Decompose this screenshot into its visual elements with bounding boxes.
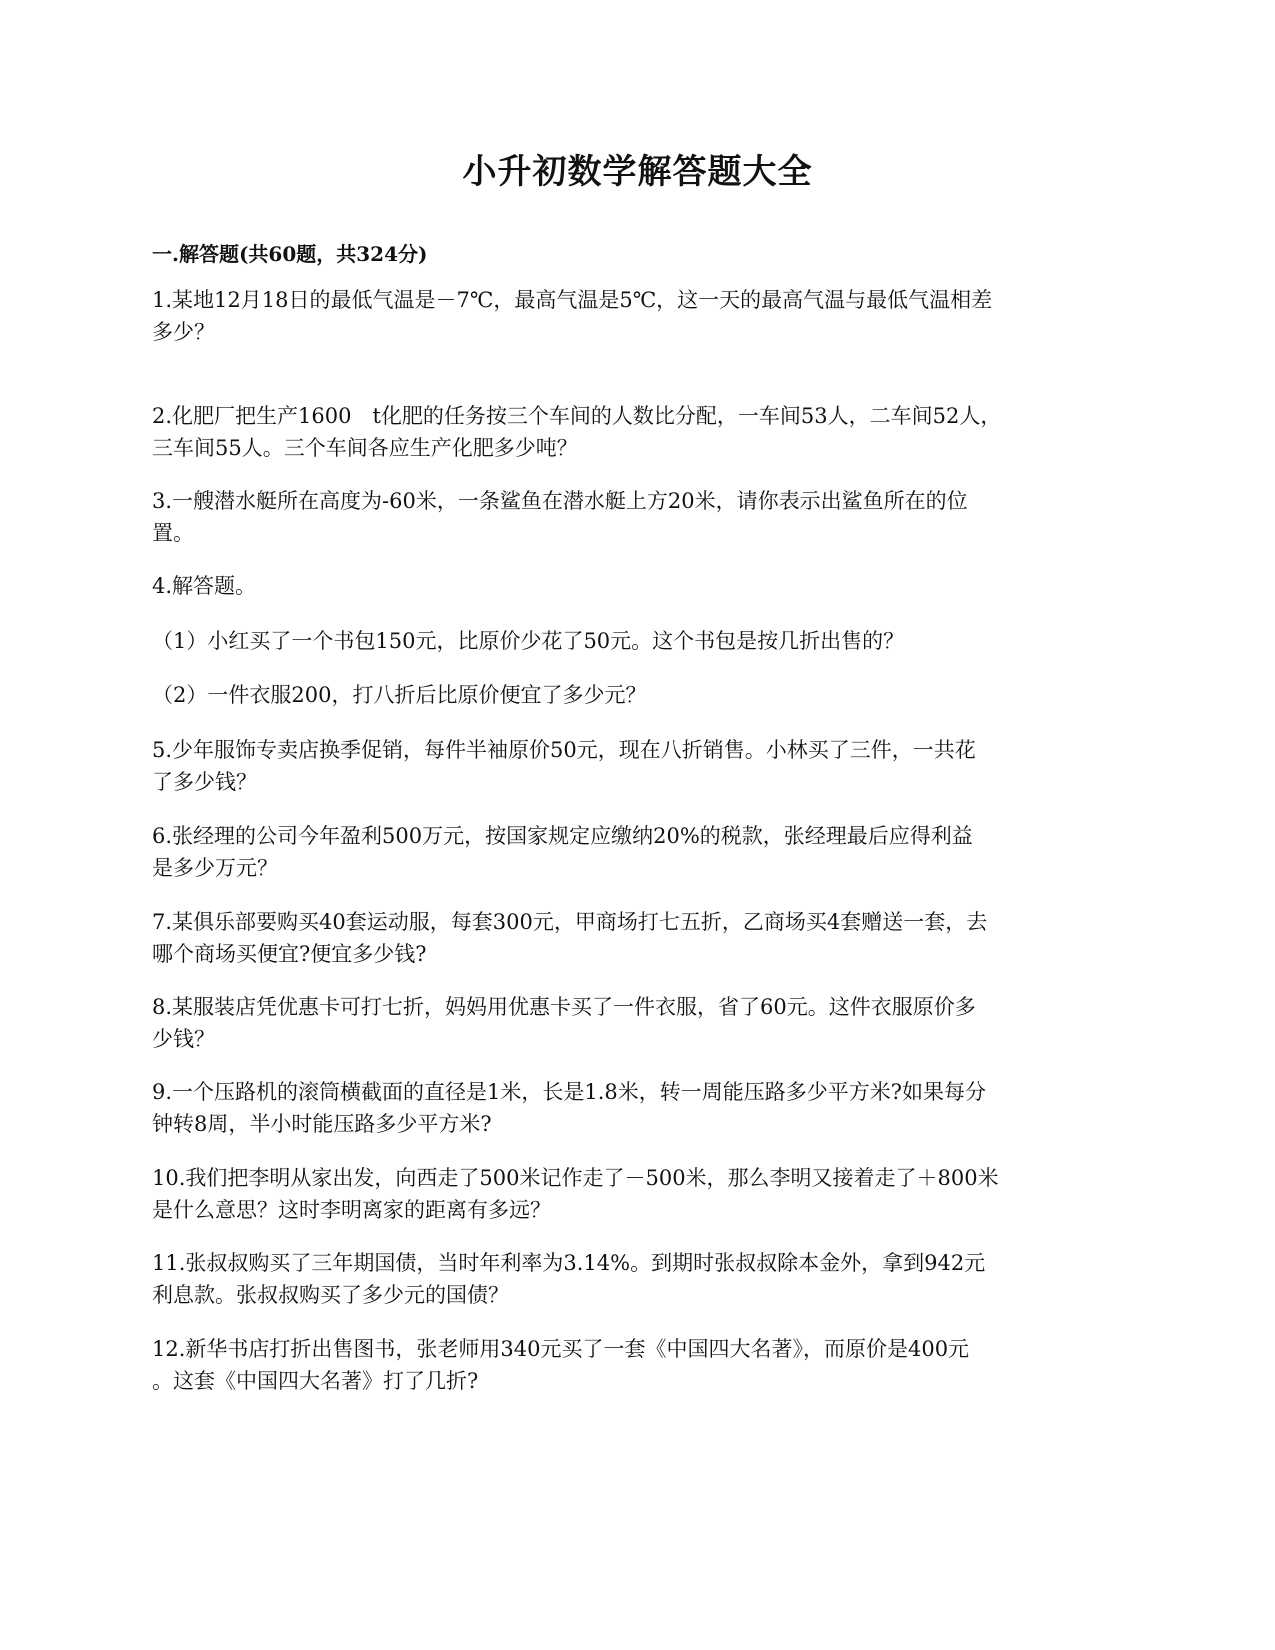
question-3 [152, 485, 1132, 549]
question-8-line-2: 少钱？ [152, 1027, 215, 1051]
question-11-line-2: 利息款。张叔叔购买了多少元的国债？ [152, 1283, 509, 1307]
question-8 [152, 991, 1132, 1055]
question-12-line-2: 。这套《中国四大名著》打了几折? [152, 1369, 479, 1393]
question-4-line-1: 4.解答题。 [152, 574, 257, 598]
question-2-line-2: 三车间55人。三个车间各应生产化肥多少吨？ [152, 436, 578, 460]
question-2-line-1: 2.化肥厂把生产1600 t化肥的任务按三个车间的人数比分配，一车间53人，二车间52人， [152, 404, 1002, 428]
question-6 [152, 820, 1132, 884]
question-1-line-1: 1.某地12月18日的最低气温是－7℃，最高气温是5℃，这一天的最高气温与最低气温相差 [152, 288, 993, 312]
question-7 [152, 906, 1132, 970]
question-7-line-1: 7.某俱乐部要购买40套运动服，每套300元，甲商场打七五折，乙商场买4套赠送一套，去 [152, 910, 988, 934]
question-4 [152, 570, 1132, 602]
question-9 [152, 1076, 1132, 1140]
question-6-line-1: 6.张经理的公司今年盈利500万元，按国家规定应缴纳20%的税款，张经理最后应得利益 [152, 824, 973, 848]
question-5 [152, 734, 1132, 798]
document-title: 小升初数学解答题大全 [462, 152, 813, 192]
question-1 [152, 284, 1132, 348]
question-12 [152, 1333, 1132, 1397]
question-7-line-2: 哪个商场买便宜?便宜多少钱? [152, 942, 427, 966]
question-4-sub-1: （1）小红买了一个书包150元，比原价少花了50元。这个书包是按几折出售的？ [152, 629, 905, 653]
question-9-line-1: 9.一个压路机的滚筒横截面的直径是1米，长是1.8米，转一周能压路多少平方米?如果每分 [152, 1080, 987, 1104]
question-12-line-1: 12.新华书店打折出售图书，张老师用340元买了一套《中国四大名著》，而原价是400元 [152, 1337, 970, 1361]
question-5-line-1: 5.少年服饰专卖店换季促销，每件半袖原价50元，现在八折销售。小林买了三件，一共花 [152, 738, 976, 762]
question-10-line-2: 是什么意思？这时李明离家的距离有多远？ [152, 1198, 551, 1222]
question-10 [152, 1162, 1132, 1226]
question-9-line-2: 钟转8周，半小时能压路多少平方米? [152, 1112, 492, 1136]
question-4-sub-2: （2）一件衣服200，打八折后比原价便宜了多少元？ [152, 683, 647, 707]
question-6-line-2: 是多少万元？ [152, 856, 278, 880]
question-2 [152, 400, 1132, 464]
question-11-line-1: 11.张叔叔购买了三年期国债，当时年利率为3.14%。到期时张叔叔除本金外，拿到942元 [152, 1251, 986, 1275]
question-11 [152, 1247, 1132, 1311]
question-5-line-2: 了多少钱？ [152, 770, 257, 794]
question-1-line-2: 多少？ [152, 320, 215, 344]
question-10-line-1: 10.我们把李明从家出发，向西走了500米记作走了－500米，那么李明又接着走了＋800米 [152, 1166, 999, 1190]
question-3-line-1: 3.一艘潜水艇所在高度为-60米，一条鲨鱼在潜水艇上方20米，请你表示出鲨鱼所在的位 [152, 489, 968, 513]
question-8-line-1: 8.某服装店凭优惠卡可打七折，妈妈用优惠卡买了一件衣服，省了60元。这件衣服原价多 [152, 995, 976, 1019]
question-3-line-2: 置。 [152, 521, 194, 545]
section-heading: 一.解答题(共60题，共324分) [152, 242, 428, 266]
